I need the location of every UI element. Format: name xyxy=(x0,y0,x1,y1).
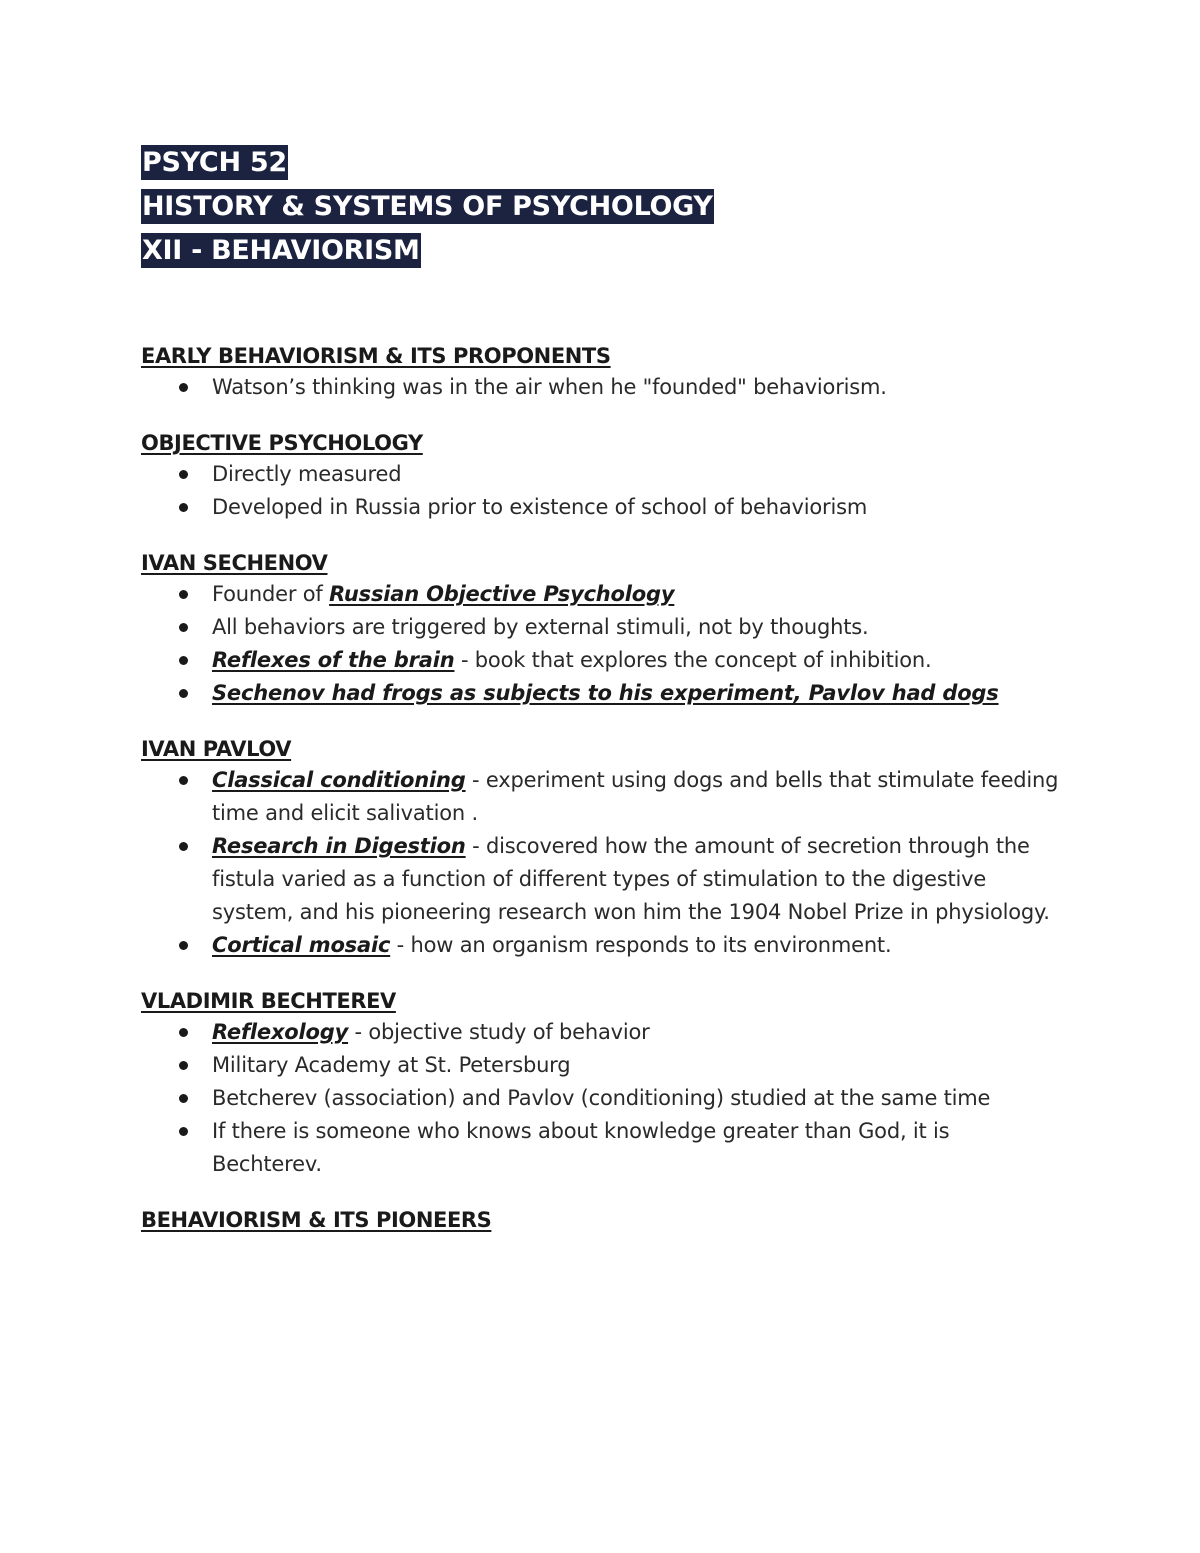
bullet-list xyxy=(141,578,1061,710)
section-heading: EARLY BEHAVIORISM & ITS PROPONENTS xyxy=(141,344,611,368)
bullet-icon xyxy=(179,1094,188,1103)
bullet-icon xyxy=(179,689,188,698)
bullet-icon xyxy=(179,383,188,392)
section-early-behaviorism xyxy=(141,341,1061,404)
section-objective-psychology xyxy=(141,428,1061,524)
section-heading: IVAN PAVLOV xyxy=(141,737,292,761)
course-name: HISTORY & SYSTEMS OF PSYCHOLOGY xyxy=(142,191,713,222)
bullet-list xyxy=(141,371,1061,404)
document-title xyxy=(141,141,1061,273)
bullet-icon xyxy=(179,1127,188,1136)
bullet-icon xyxy=(179,1061,188,1070)
section-vladimir-bechterev xyxy=(141,986,1061,1181)
list-item: Reflexes of the brain - book that explores the concept of inhibition. xyxy=(141,644,1061,677)
list-item: Directly measured xyxy=(141,458,1061,491)
document-page xyxy=(141,141,1061,1259)
section-behaviorism-pioneers xyxy=(141,1205,1061,1235)
list-item xyxy=(141,677,1061,710)
section-ivan-pavlov xyxy=(141,734,1061,962)
list-item: If there is someone who knows about knowledge greater than God, it is Bechterev. xyxy=(141,1115,1061,1181)
key-term: Sechenov had frogs as subjects to his experiment, Pavlov had dogs xyxy=(212,681,999,705)
bullet-icon xyxy=(179,842,188,851)
key-term: Classical conditioning xyxy=(212,768,466,792)
list-item: Cortical mosaic - how an organism responds to its environment. xyxy=(141,929,1061,962)
course-code: PSYCH 52 xyxy=(142,147,287,178)
bullet-icon xyxy=(179,503,188,512)
list-item: Military Academy at St. Petersburg xyxy=(141,1049,1061,1082)
key-term: Russian Objective Psychology xyxy=(329,582,675,606)
bullet-list xyxy=(141,764,1061,962)
key-term: Reflexes of the brain xyxy=(212,648,455,672)
bullet-list xyxy=(141,1016,1061,1181)
bullet-icon xyxy=(179,1028,188,1037)
bullet-icon xyxy=(179,656,188,665)
key-term: Cortical mosaic xyxy=(212,933,391,957)
section-ivan-sechenov xyxy=(141,548,1061,710)
bullet-icon xyxy=(179,776,188,785)
bullet-list xyxy=(141,458,1061,524)
list-item: Classical conditioning - experiment using dogs and bells that stimulate feeding time and elicit salivation . xyxy=(141,764,1061,830)
section-heading: OBJECTIVE PSYCHOLOGY xyxy=(141,431,423,455)
list-item: Developed in Russia prior to existence of school of behaviorism xyxy=(141,491,1061,524)
section-heading: BEHAVIORISM & ITS PIONEERS xyxy=(141,1208,492,1232)
bullet-icon xyxy=(179,941,188,950)
bullet-icon xyxy=(179,590,188,599)
section-heading: IVAN SECHENOV xyxy=(141,551,328,575)
bullet-icon xyxy=(179,623,188,632)
list-item: All behaviors are triggered by external stimuli, not by thoughts. xyxy=(141,611,1061,644)
bullet-icon xyxy=(179,470,188,479)
key-term: Reflexology xyxy=(212,1020,349,1044)
key-term: Research in Digestion xyxy=(212,834,466,858)
section-heading: VLADIMIR BECHTEREV xyxy=(141,989,396,1013)
chapter-title: XII - BEHAVIORISM xyxy=(142,235,420,266)
list-item: Founder of Russian Objective Psychology xyxy=(141,578,1061,611)
list-item: Betcherev (association) and Pavlov (conditioning) studied at the same time xyxy=(141,1082,1061,1115)
list-item: Reflexology - objective study of behavior xyxy=(141,1016,1061,1049)
list-item: Research in Digestion - discovered how the amount of secretion through the fistula varied as a function of different types of stimulation to the digestive system, and his pioneering research won him the 1904 Nobel Prize in physiology. xyxy=(141,830,1061,929)
list-item: Watson’s thinking was in the air when he "founded" behaviorism. xyxy=(141,371,1061,404)
